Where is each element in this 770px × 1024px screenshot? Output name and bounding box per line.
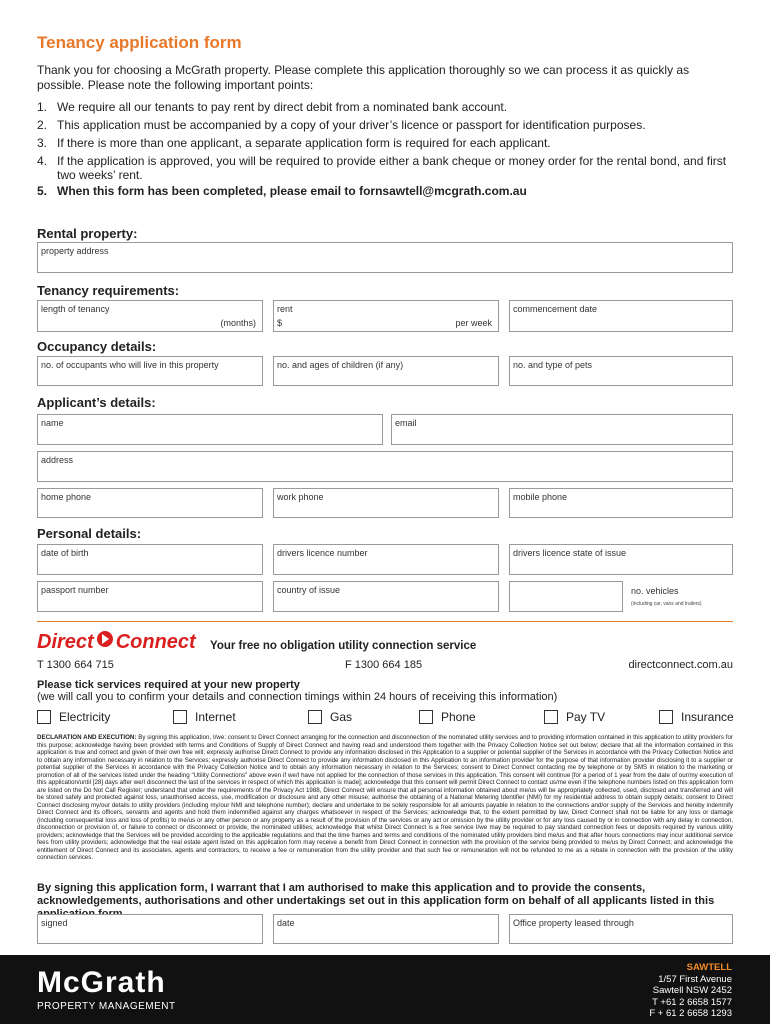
point-item: 3. If there is more than one applicant, a separate application form is required for each applicant. [37, 136, 551, 150]
passport-number-field[interactable]: passport number [37, 581, 263, 612]
direct-connect-logo: Direct Connect [37, 630, 196, 653]
service-phone[interactable]: Phone [419, 710, 476, 724]
office-name: SAWTELL [686, 962, 732, 973]
vehicles-label: no. vehicles [631, 586, 679, 596]
checkbox[interactable] [419, 710, 433, 724]
point-item: 2. This application must be accompanied by a copy of your driver’s licence or passport for identification purposes. [37, 118, 646, 132]
divider [37, 621, 733, 622]
signed-field[interactable]: signed [37, 914, 263, 944]
office-field[interactable]: Office property leased through [509, 914, 733, 944]
licence-number-field[interactable]: drivers licence number [273, 544, 499, 575]
service-electricity[interactable]: Electricity [37, 710, 110, 724]
checkbox[interactable] [37, 710, 51, 724]
tick-subheading: (we will call you to confirm your details and connection timings within 24 hours of receiving this information) [37, 691, 558, 703]
point-item-email: 5. When this form has been completed, please email to fornsawtell@mcgrath.com.au [37, 184, 527, 198]
rent-field[interactable]: rent $ per week [273, 300, 499, 332]
office-address-line: Sawtell NSW 2452 [652, 985, 732, 996]
office-phone: T +61 2 6658 1577 [652, 996, 732, 1008]
warrant-text: By signing this application form, I warrant that I am authorised to make this application and to provide the consents, acknowledgements, authorisations and other undertakings set out in this application form on behalf of all applicants listed in this [37, 882, 715, 907]
arrow-icon [96, 630, 114, 654]
vehicles-input[interactable] [509, 581, 623, 612]
length-of-tenancy-field[interactable]: length of tenancy (months) [37, 300, 263, 332]
name-field[interactable]: name [37, 414, 383, 445]
address-field[interactable]: address [37, 451, 733, 482]
home-phone-field[interactable]: home phone [37, 488, 263, 518]
checkbox[interactable] [659, 710, 673, 724]
tick-heading: Please tick services required at your new property [37, 679, 300, 691]
dc-fax: F 1300 664 185 [345, 659, 423, 671]
service-internet[interactable]: Internet [173, 710, 236, 724]
brand-subtitle: PROPERTY MANAGEMENT [37, 1001, 176, 1012]
service-gas[interactable]: Gas [308, 710, 352, 724]
property-address-field[interactable]: property address [37, 242, 733, 273]
point-item: 1. We require all our tenants to pay rent by direct debit from a nominated bank account. [37, 100, 508, 114]
footer [0, 955, 770, 1024]
vehicles-note: (including car, vans and trailers) [631, 601, 702, 607]
checkbox[interactable] [173, 710, 187, 724]
dc-tagline: Your free no obligation utility connection service [210, 640, 477, 652]
point-item: 4. If the application is approved, you will be required to provide either a bank cheque or money order for the rental bond, and first two weeks’ rent. [37, 154, 727, 182]
country-of-issue-field[interactable]: country of issue [273, 581, 499, 612]
email-field[interactable]: email [391, 414, 733, 445]
date-of-birth-field[interactable]: date of birth [37, 544, 263, 575]
service-pay-tv[interactable]: Pay TV [544, 710, 605, 724]
service-insurance[interactable]: Insurance [659, 710, 734, 724]
applicant-heading: Applicant’s details: [37, 395, 156, 410]
tenancy-heading: Tenancy requirements: [37, 283, 180, 298]
rental-heading: Rental property: [37, 226, 138, 241]
office-contact [649, 962, 732, 1020]
checkbox[interactable] [308, 710, 322, 724]
pets-field[interactable]: no. and type of pets [509, 356, 733, 386]
declaration-text: DECLARATION AND EXECUTION: By signing this application, I/we: consent to Direct Connect arranging for the connection and disconnection of the nominated utility services and to providing information contained in this application to utility providers for this purpose; acknowledge having been provided with terms and Conditions of Supply of Direct Connect and having read and understood them together with the Privacy Collection Notice set out below; declare that all the information contained in this application is true and correct and given of their own free will; expressly authorise Direct Connect to provide any information disclosed in this Application to a supplier or potential supplier of the Services in accordance with the Privacy Collection Notice and to obtain any information necessary in relation to the Services; expressly authorise Direct Connect to provide any information disclosed in this Application to an information provider for the purpose of that information provider disclosing it to a supplier or potential supplier of the Services in accordance with the Privacy Collection Notice and to obtain any information necessary in relation to the Services; consent to Direct Connect contacting me by telephone or by SMS in relation to the marketing or promotion of all of the services listed under the heading "Utility Connections" above even if we/I have not applied for the connection of those services in this application. This consent will continue [for a period of 1 year from the date of our/my execution of this application/until [28] days after we/I disconnect the last of the services in respect of which this application is made]; acknowledge that this consent will permit Direct Connect to contact us/me even if the telephone numbers listed on this application form are listed on the Do Not Call Register; understand that under the requirements of the Privacy Act 1988, Direct Connect will ensure that all personal information obtained about me/us will be appropriately collected, used, disclosed and transferred and will be stored safely and protected against loss, unauthorised access, use, modification or disclosure and any other misuse; authorise the obtaining of a National Metering Identifier (NMI) for my residential address to obtain supply details; consent to Direct Connect disclosing my/our details to utility providers (including my/our NMI and telephone number); declare and undertake to be solely responsible for all amounts payable in relation to the connections and/or supply of the Services and hereby indemnify Direct Connect and its officers, servants and agents and hold them indemnified against any charges whatsoever in respect of the Services; acknowledge that, to the extent permitted by law, Direct Connect shall not be liable for any loss or damage (including consequential loss and loss of profits) to me/us or any other person or any property as a result of the provision of the services or any act or omission by the utility provider or for any loss caused by or in connection with any delay in connection, disconnection or provision of, or failure to connect or disconnect or provide, the nominated utilities; acknowledge that whilst Direct Connect is a free service I/we may be required to pay standard connection fees or deposits required by various utility providers; acknowledge that the Services will be provided according to the applicable regulations and that the time frames and terms and conditions of the nominated utility providers bind me/us and that after hours connections may incur additional service fees from utility providers; acknowledge that the real estate agent listed on this application form may receive a benefit from Direct Connect in connection with the provision of the service being provided to me/us by Direct Connect; and acknowledge the entitlement of Direct Connect and its associates, agents and contractors, to receive a fee or remuneration from the utility provider and that such fee or remuneration will not be refunded to me as a rebate in connection with the provision of the utility connection services. [37, 734, 733, 861]
occupants-field[interactable]: no. of occupants who will live in this property [37, 356, 263, 386]
important-points [37, 98, 737, 200]
work-phone-field[interactable]: work phone [273, 488, 499, 518]
mcgrath-logo: McGrath [37, 966, 166, 999]
checkbox[interactable] [544, 710, 558, 724]
office-fax: F + 61 2 6658 1293 [649, 1008, 732, 1019]
dc-phone: T 1300 664 715 [37, 659, 114, 671]
licence-state-field[interactable]: drivers licence state of issue [509, 544, 733, 575]
commencement-date-field[interactable]: commencement date [509, 300, 733, 332]
children-field[interactable]: no. and ages of children (if any) [273, 356, 499, 386]
intro-text: Thank you for choosing a McGrath property. Please complete this application thoroughly so we can process it as quickly as possible. Please note the following important points: [37, 63, 690, 92]
personal-heading: Personal details: [37, 526, 142, 541]
office-address-line: 1/57 First Avenue [658, 973, 732, 985]
mobile-phone-field[interactable]: mobile phone [509, 488, 733, 518]
date-field[interactable]: date [273, 914, 499, 944]
occupancy-heading: Occupancy details: [37, 339, 157, 354]
page-title: Tenancy application form [37, 33, 242, 52]
dc-website[interactable]: directconnect.com.au [628, 659, 733, 671]
